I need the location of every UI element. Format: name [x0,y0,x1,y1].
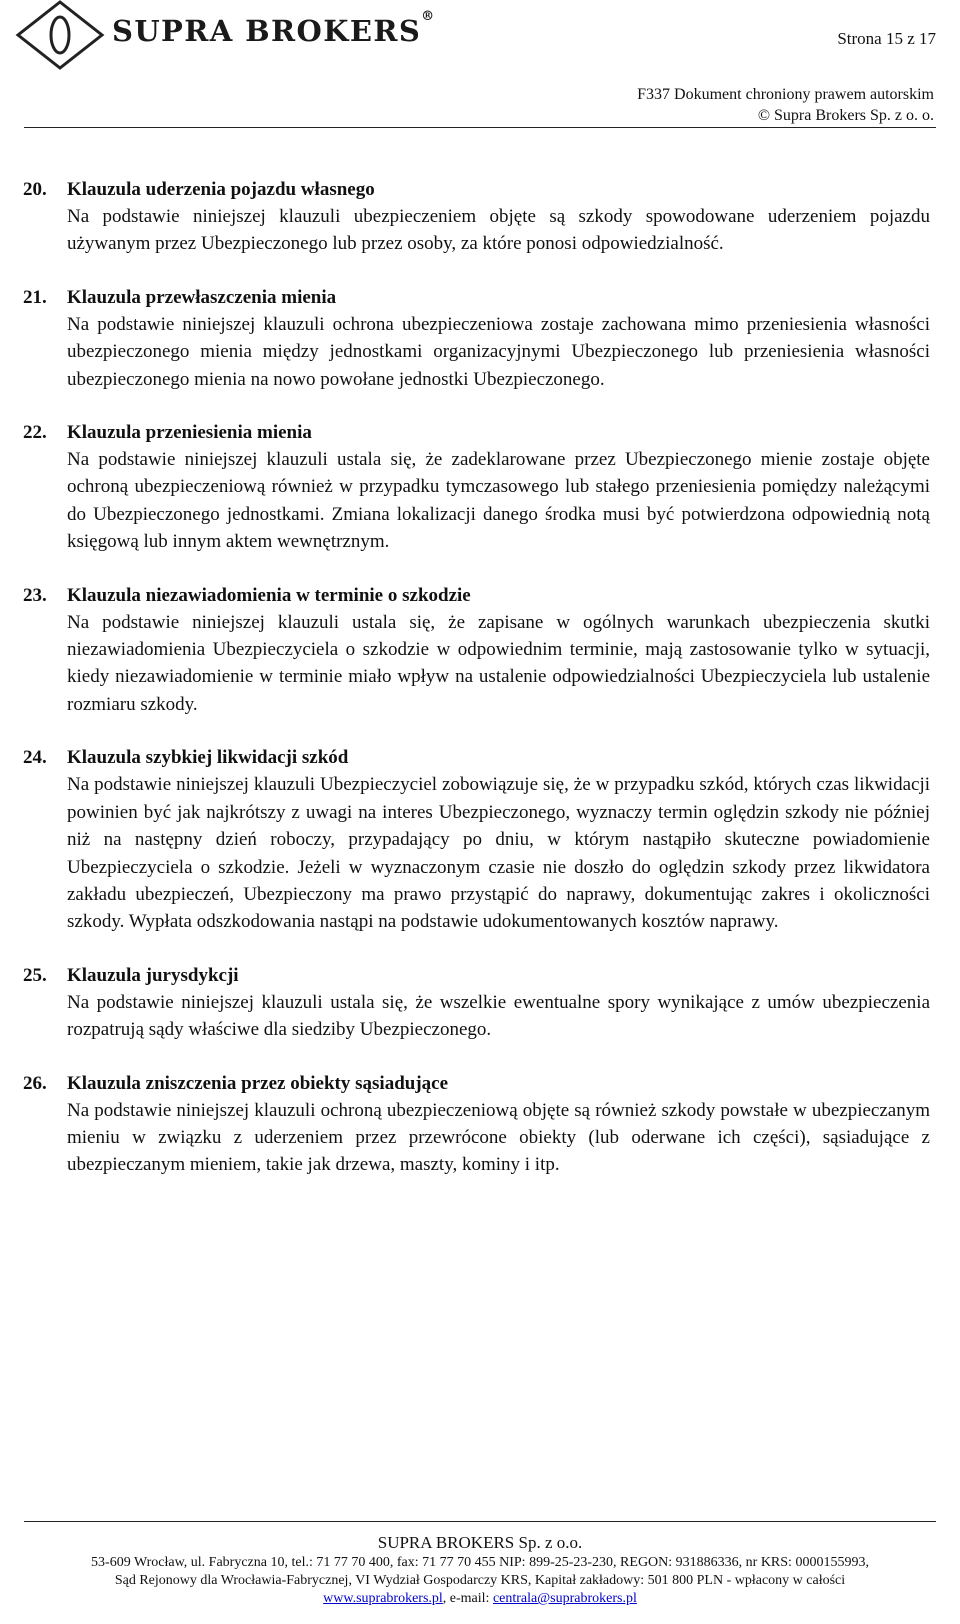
footer-registry: Sąd Rejonowy dla Wrocławia-Fabrycznej, VI Wydział Gospodarczy KRS, Kapitał zakładowy: 501 800 PLN - wpłacony w całości [114,1573,846,1588]
page-header [0,0,960,140]
clause-heading [23,744,930,771]
clause-number: 26. [23,1072,47,1094]
email-link[interactable]: centrala@suprabrokers.pl [492,1591,637,1606]
clause-number: 22. [23,422,47,444]
clause-number: 23. [23,584,47,606]
clause-heading [23,582,930,609]
clause-text: Na podstawie niniejszej klauzuli ubezpieczeniem objęte są szkody spowodowane uderzeniem pojazdu używanym przez Ubezpieczonego lub przez osoby, za które ponosi odpowiedzialność. [67,206,930,255]
header-divider [24,127,936,128]
clause-heading [23,176,930,203]
clause-title: Klauzula jurysdykcji [67,964,239,986]
website-link[interactable]: www.suprabrokers.pl [323,1591,443,1606]
clause-title: Klauzula szybkiej likwidacji szkód [67,747,349,769]
clause-26 [23,1070,930,1179]
footer-divider [24,1521,936,1522]
clause-text: Na podstawie niniejszej klauzuli ochrona ubezpieczeniowa zostaje zachowana mimo przeniesienia własności ubezpieczonego mienia między jednostkami organizacyjnymi Ubezpieczonego lub przeniesienia własności ubezpieczonego mienia na nowo powołane jednostki Ubezpieczonego. [67,313,930,390]
clause-22 [23,419,930,556]
clause-heading [23,284,930,311]
clause-21 [23,284,930,393]
clause-number: 25. [23,964,47,986]
document-body [23,176,930,1205]
clause-text: Na podstawie niniejszej klauzuli Ubezpieczyciel zobowiązuje się, że w przypadku szkód, których czas likwidacji powinien być jak najkrótszy z uwagi na interes Ubezpieczonego, wyznaczy termin oględzin szkody nie później niż na następny dzień roboczy, przypadający po dniu, w którym nastąpiło skuteczne powiadomienie Ubezpieczyciela o szkodzie. Jeżeli w wyznaczonym czasie nie doszło do oględzin szkody przez likwidatora zakładu ubezpieczeń, Ubezpieczony ma prawo przystąpić do naprawy, dokumentując zakres i okoliczności szkody. Wypłata odszkodowania nastąpi na podstawie udokumentowanych kosztów naprawy. [67,774,930,933]
clause-text: Na podstawie niniejszej klauzuli ochroną ubezpieczeniową objęte są również szkody powstałe w ubezpieczanym mieniu w związku z uderzeniem przez przewrócone obiekty (lub oderwane ich części), sąsiadujące z ubezpieczanym mieniem, takie jak drzewa, maszty, kominy i itp. [67,1099,930,1176]
clause-20 [23,176,930,258]
clause-number: 24. [23,747,47,769]
document-info [637,84,934,126]
clause-title: Klauzula uderzenia pojazdu własnego [67,179,375,200]
clause-text: Na podstawie niniejszej klauzuli ustala się, że zapisane w ogólnych warunkach ubezpieczenia skutki niezawiadomienia Ubezpieczyciela o szkodzie w odpowiednim terminie, mają zastosowanie tylko w sytuacji, kiedy niezawiadomienie w terminie miało wpływ na ustalenie odpowiedzialności Ubezpieczyciela lub ustalenie rozmiaru szkody. [67,611,930,715]
clause-number: 21. [23,286,47,308]
clause-25 [23,962,930,1044]
email-label: , e-mail: [442,1591,493,1606]
clause-text: Na podstawie niniejszej klauzuli ustala się, że wszelkie ewentualne spory wynikające z umów ubezpieczenia rozpatrują sądy właściwe dla siedziby Ubezpieczonego. [67,991,930,1041]
footer-address: 53-609 Wrocław, ul. Fabryczna 10, tel.: 71 77 70 400, fax: 71 77 70 455 NIP: 899-25-23-230, REGON: 931886336, nr KRS: 0000155993, [91,1555,869,1570]
supra-brokers-logo-icon [14,0,106,70]
footer-contact [0,1590,960,1608]
clause-24 [23,744,930,935]
clause-23 [23,582,930,719]
page-number: Strona 15 z 17 [837,29,936,48]
clause-number: 20. [23,179,47,200]
clause-title: Klauzula niezawiadomienia w terminie o szkodzie [67,584,471,606]
brand-name: SUPRA BROKERS® [112,9,435,48]
clause-title: Klauzula przeniesienia mienia [67,422,312,444]
clause-title: Klauzula zniszczenia przez obiekty sąsiadujące [67,1072,449,1094]
clause-heading [23,1070,930,1097]
footer-company-name: SUPRA BROKERS Sp. z o.o. [377,1533,583,1552]
clause-heading [23,419,930,446]
clause-title: Klauzula przewłaszczenia mienia [67,286,337,308]
page-footer [0,1532,960,1608]
clause-text: Na podstawie niniejszej klauzuli ustala się, że zadeklarowane przez Ubezpieczonego mienie zostaje objęte ochroną ubezpieczeniową również w przypadku tymczasowego lub stałego przeniesienia pomiędzy należącymi do Ubezpieczonego jednostkami. Zmiana lokalizacji danego środka musi być potwierdzona odpowiednią notą księgową lub innym aktem wewnętrznym. [67,449,930,553]
copyright-notice: F337 Dokument chroniony prawem autorskim [637,86,934,103]
clause-heading [23,962,930,989]
copyright-owner: © Supra Brokers Sp. z o. o. [757,107,934,124]
